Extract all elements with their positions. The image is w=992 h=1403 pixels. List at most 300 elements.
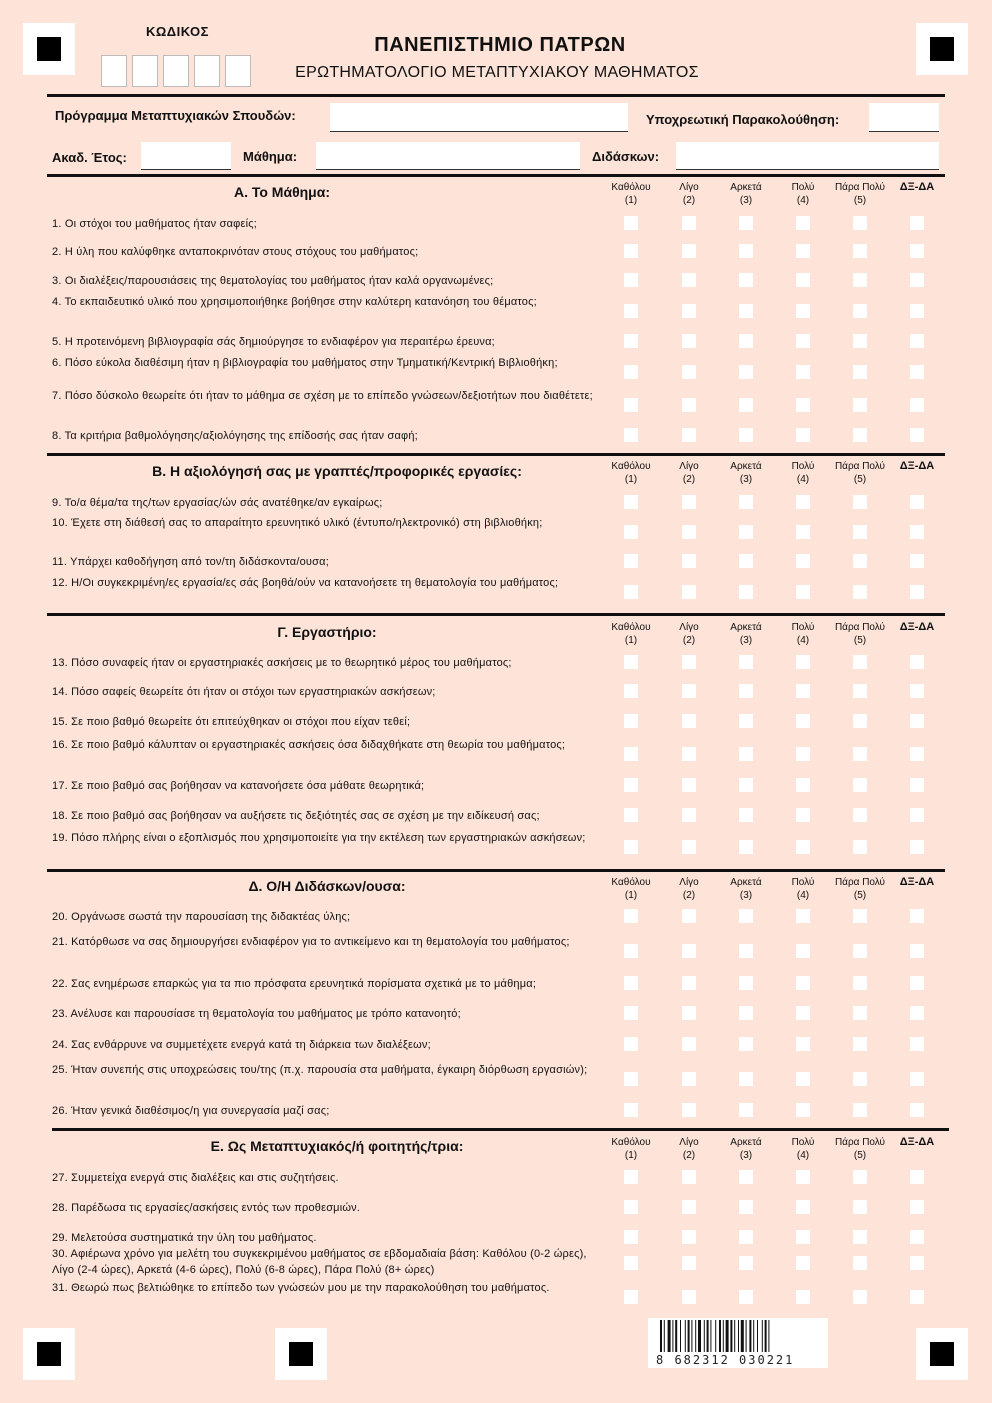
- barcode-bar: [710, 1320, 711, 1352]
- rating-checkbox[interactable]: [682, 1200, 696, 1214]
- scale-header: [832, 460, 888, 486]
- rating-checkbox[interactable]: [796, 1230, 810, 1244]
- program-input[interactable]: [330, 103, 628, 132]
- scale-label: Καθόλου: [611, 461, 651, 472]
- rating-checkbox[interactable]: [682, 216, 696, 230]
- scale-header: [661, 460, 717, 486]
- rating-checkbox[interactable]: [853, 585, 867, 599]
- rating-checkbox[interactable]: [624, 273, 638, 287]
- scale-label: Αρκετά: [730, 877, 762, 888]
- scale-header: [603, 460, 659, 486]
- rating-checkbox[interactable]: [682, 714, 696, 728]
- scale-label: Καθόλου: [611, 877, 651, 888]
- scale-number: (2): [682, 890, 696, 901]
- rating-checkbox[interactable]: [910, 1103, 924, 1117]
- section-divider: [47, 174, 945, 177]
- rating-checkbox[interactable]: [853, 216, 867, 230]
- scale-number: (4): [796, 474, 810, 485]
- header-divider: [47, 94, 945, 97]
- code-digit-box[interactable]: [101, 55, 127, 87]
- scale-label: Λίγο: [679, 622, 699, 633]
- rating-checkbox[interactable]: [624, 244, 638, 258]
- rating-checkbox[interactable]: [910, 808, 924, 822]
- scale-number: (2): [682, 195, 696, 206]
- question-text: 31. Θεωρώ πως βελτιώθηκε το επίπεδο των γνώσεών μου με την παρακολούθηση του μαθήματος.: [52, 1282, 550, 1294]
- rating-checkbox[interactable]: [796, 1072, 810, 1086]
- code-digit-box[interactable]: [163, 55, 189, 87]
- rating-checkbox[interactable]: [682, 304, 696, 318]
- rating-checkbox[interactable]: [739, 1200, 753, 1214]
- rating-checkbox[interactable]: [853, 1290, 867, 1304]
- rating-checkbox[interactable]: [910, 684, 924, 698]
- rating-checkbox[interactable]: [796, 808, 810, 822]
- rating-checkbox[interactable]: [910, 1170, 924, 1184]
- rating-checkbox[interactable]: [682, 909, 696, 923]
- rating-checkbox[interactable]: [739, 778, 753, 792]
- rating-checkbox[interactable]: [796, 976, 810, 990]
- rating-checkbox[interactable]: [739, 944, 753, 958]
- rating-checkbox[interactable]: [624, 976, 638, 990]
- scale-number: (1): [624, 1150, 638, 1161]
- rating-checkbox[interactable]: [910, 216, 924, 230]
- rating-checkbox[interactable]: [682, 747, 696, 761]
- registration-mark-bottom-center: [275, 1328, 327, 1380]
- rating-checkbox[interactable]: [853, 244, 867, 258]
- barcode-bar: [768, 1320, 769, 1352]
- rating-checkbox[interactable]: [910, 334, 924, 348]
- rating-checkbox[interactable]: [853, 525, 867, 539]
- rating-checkbox[interactable]: [853, 684, 867, 698]
- rating-checkbox[interactable]: [910, 1200, 924, 1214]
- course-label: Μάθημα:: [243, 149, 298, 164]
- rating-checkbox[interactable]: [910, 944, 924, 958]
- rating-checkbox[interactable]: [853, 1200, 867, 1214]
- rating-checkbox[interactable]: [624, 585, 638, 599]
- rating-checkbox[interactable]: [682, 684, 696, 698]
- scale-label: Καθόλου: [611, 622, 651, 633]
- scale-header: [718, 460, 774, 486]
- barcode-bar: [691, 1320, 692, 1352]
- scale-header: [832, 621, 888, 647]
- scale-label: Πάρα Πολύ: [834, 622, 886, 633]
- rating-checkbox[interactable]: [796, 398, 810, 412]
- rating-checkbox[interactable]: [682, 585, 696, 599]
- rating-checkbox[interactable]: [853, 398, 867, 412]
- rating-checkbox[interactable]: [624, 216, 638, 230]
- rating-checkbox[interactable]: [624, 747, 638, 761]
- rating-checkbox[interactable]: [624, 778, 638, 792]
- rating-checkbox[interactable]: [682, 1256, 696, 1270]
- rating-checkbox[interactable]: [739, 428, 753, 442]
- rating-checkbox[interactable]: [739, 1256, 753, 1270]
- form-title: ΕΡΩΤΗΜΑΤΟΛΟΓΙΟ ΜΕΤΑΠΤΥΧΙΑΚΟΥ ΜΑΘΗΜΑΤΟΣ: [295, 64, 699, 81]
- rating-checkbox[interactable]: [796, 778, 810, 792]
- rating-checkbox[interactable]: [853, 1256, 867, 1270]
- rating-checkbox[interactable]: [682, 525, 696, 539]
- rating-checkbox[interactable]: [910, 244, 924, 258]
- rating-checkbox[interactable]: [624, 428, 638, 442]
- scale-header: [661, 876, 717, 902]
- scale-label: Πολύ: [791, 1137, 815, 1148]
- rating-checkbox[interactable]: [739, 655, 753, 669]
- rating-checkbox[interactable]: [624, 655, 638, 669]
- rating-checkbox[interactable]: [624, 525, 638, 539]
- rating-checkbox[interactable]: [682, 840, 696, 854]
- barcode-bar: [762, 1320, 763, 1352]
- scale-label: ΔΞ-ΔΑ: [899, 876, 935, 888]
- rating-checkbox[interactable]: [624, 944, 638, 958]
- rating-checkbox[interactable]: [796, 585, 810, 599]
- rating-checkbox[interactable]: [910, 365, 924, 379]
- scale-header: [775, 1136, 831, 1162]
- barcode-bar: [707, 1320, 709, 1352]
- rating-checkbox[interactable]: [739, 1006, 753, 1020]
- rating-checkbox[interactable]: [853, 554, 867, 568]
- rating-checkbox[interactable]: [739, 1072, 753, 1086]
- rating-checkbox[interactable]: [910, 554, 924, 568]
- scale-header: [889, 621, 945, 634]
- scale-number: (4): [796, 635, 810, 646]
- rating-checkbox[interactable]: [853, 909, 867, 923]
- rating-checkbox[interactable]: [796, 909, 810, 923]
- scale-header: [832, 876, 888, 902]
- rating-checkbox[interactable]: [682, 778, 696, 792]
- rating-checkbox[interactable]: [624, 1256, 638, 1270]
- rating-checkbox[interactable]: [796, 747, 810, 761]
- question-text: 30. Αφιέρωνα χρόνο για μελέτη του συγκεκριμένου μαθήματος σε εβδομαδιαία βάση: Καθόλου (0-2 ώρες), Λίγο (2-4 ώρες), Αρκετά (4-6 ώρες), Πολύ (6-8 ώρες), Πάρα Πολύ (8+ ώρες): [52, 1248, 587, 1276]
- barcode-bar: [668, 1320, 671, 1352]
- scale-header: [603, 1136, 659, 1162]
- rating-checkbox[interactable]: [624, 1072, 638, 1086]
- rating-checkbox[interactable]: [910, 778, 924, 792]
- scale-number: (5): [853, 1150, 867, 1161]
- registration-mark-bottom-left: [23, 1328, 75, 1380]
- scale-header: [718, 181, 774, 207]
- rating-checkbox[interactable]: [624, 1037, 638, 1051]
- rating-checkbox[interactable]: [910, 525, 924, 539]
- rating-checkbox[interactable]: [796, 1006, 810, 1020]
- rating-checkbox[interactable]: [624, 1290, 638, 1304]
- rating-checkbox[interactable]: [739, 976, 753, 990]
- rating-checkbox[interactable]: [739, 525, 753, 539]
- barcode-bar: [723, 1320, 724, 1352]
- scale-number: (2): [682, 1150, 696, 1161]
- rating-checkbox[interactable]: [682, 976, 696, 990]
- rating-checkbox[interactable]: [739, 334, 753, 348]
- year-input[interactable]: [141, 142, 231, 170]
- code-digit-box[interactable]: [225, 55, 251, 87]
- rating-checkbox[interactable]: [739, 244, 753, 258]
- rating-checkbox[interactable]: [796, 1103, 810, 1117]
- rating-checkbox[interactable]: [682, 428, 696, 442]
- rating-checkbox[interactable]: [853, 778, 867, 792]
- rating-checkbox[interactable]: [624, 1170, 638, 1184]
- rating-checkbox[interactable]: [910, 428, 924, 442]
- rating-checkbox[interactable]: [910, 1006, 924, 1020]
- rating-checkbox[interactable]: [796, 714, 810, 728]
- scale-number: (3): [739, 635, 753, 646]
- rating-checkbox[interactable]: [853, 808, 867, 822]
- scale-header: [775, 181, 831, 207]
- rating-checkbox[interactable]: [910, 495, 924, 509]
- rating-checkbox[interactable]: [682, 1290, 696, 1304]
- barcode-bar: [741, 1320, 744, 1352]
- scale-label: Πολύ: [791, 182, 815, 193]
- rating-checkbox[interactable]: [624, 365, 638, 379]
- rating-checkbox[interactable]: [682, 244, 696, 258]
- barcode-bar: [675, 1320, 677, 1352]
- barcode-number: 8 682312 030221: [656, 1353, 795, 1367]
- scale-label: Πολύ: [791, 877, 815, 888]
- rating-checkbox[interactable]: [682, 1170, 696, 1184]
- rating-checkbox[interactable]: [682, 944, 696, 958]
- section-divider: [47, 453, 945, 456]
- scale-number: (3): [739, 195, 753, 206]
- question-text: 15. Σε ποιο βαθμό θεωρείτε ότι επιτεύχθηκαν οι στόχοι που είχαν τεθεί;: [52, 716, 411, 728]
- rating-checkbox[interactable]: [739, 216, 753, 230]
- rating-checkbox[interactable]: [682, 808, 696, 822]
- rating-checkbox[interactable]: [910, 840, 924, 854]
- scale-label: Καθόλου: [611, 1137, 651, 1148]
- year-label: Ακαδ. Έτος:: [52, 150, 127, 165]
- rating-checkbox[interactable]: [853, 428, 867, 442]
- rating-checkbox[interactable]: [624, 714, 638, 728]
- rating-checkbox[interactable]: [853, 304, 867, 318]
- rating-checkbox[interactable]: [853, 334, 867, 348]
- rating-checkbox[interactable]: [682, 365, 696, 379]
- rating-checkbox[interactable]: [796, 1170, 810, 1184]
- scale-header: [661, 621, 717, 647]
- rating-checkbox[interactable]: [910, 273, 924, 287]
- rating-checkbox[interactable]: [853, 365, 867, 379]
- code-label: ΚΩΔΙΚΟΣ: [146, 24, 209, 39]
- barcode-bar: [765, 1320, 767, 1352]
- rating-checkbox[interactable]: [796, 525, 810, 539]
- scale-label: Λίγο: [679, 1137, 699, 1148]
- rating-checkbox[interactable]: [910, 909, 924, 923]
- rating-checkbox[interactable]: [796, 304, 810, 318]
- rating-checkbox[interactable]: [910, 398, 924, 412]
- scale-label: Πάρα Πολύ: [834, 461, 886, 472]
- section-title: Α. Το Μάθημα:: [233, 184, 331, 200]
- scale-header: [775, 876, 831, 902]
- rating-checkbox[interactable]: [624, 334, 638, 348]
- rating-checkbox[interactable]: [796, 495, 810, 509]
- rating-checkbox[interactable]: [739, 585, 753, 599]
- rating-checkbox[interactable]: [739, 304, 753, 318]
- rating-checkbox[interactable]: [910, 655, 924, 669]
- rating-checkbox[interactable]: [624, 1006, 638, 1020]
- rating-checkbox[interactable]: [739, 1170, 753, 1184]
- scale-number: (2): [682, 474, 696, 485]
- rating-checkbox[interactable]: [796, 1037, 810, 1051]
- question-text: 23. Ανέλυσε και παρουσίασε τη θεματολογία του μαθήματος με τρόπο κατανοητό;: [52, 1008, 461, 1020]
- barcode-bar: [726, 1320, 729, 1352]
- rating-checkbox[interactable]: [739, 909, 753, 923]
- rating-checkbox[interactable]: [853, 840, 867, 854]
- rating-checkbox[interactable]: [910, 1290, 924, 1304]
- barcode-bar: [749, 1320, 751, 1352]
- rating-checkbox[interactable]: [853, 1072, 867, 1086]
- rating-checkbox[interactable]: [910, 714, 924, 728]
- rating-checkbox[interactable]: [796, 1290, 810, 1304]
- rating-checkbox[interactable]: [682, 655, 696, 669]
- rating-checkbox[interactable]: [624, 398, 638, 412]
- rating-checkbox[interactable]: [853, 714, 867, 728]
- scale-header: [603, 621, 659, 647]
- scale-header: [832, 181, 888, 207]
- rating-checkbox[interactable]: [796, 244, 810, 258]
- scale-label: Πάρα Πολύ: [834, 182, 886, 193]
- rating-checkbox[interactable]: [739, 1103, 753, 1117]
- rating-checkbox[interactable]: [624, 1230, 638, 1244]
- registration-mark-bottom-right: [916, 1328, 968, 1380]
- rating-checkbox[interactable]: [682, 1006, 696, 1020]
- rating-checkbox[interactable]: [624, 840, 638, 854]
- barcode: [648, 1318, 828, 1368]
- rating-checkbox[interactable]: [682, 1072, 696, 1086]
- rating-checkbox[interactable]: [796, 944, 810, 958]
- rating-checkbox[interactable]: [624, 909, 638, 923]
- rating-checkbox[interactable]: [796, 365, 810, 379]
- rating-checkbox[interactable]: [853, 1230, 867, 1244]
- question-text: 4. Το εκπαιδευτικό υλικό που χρησιμοποιήθηκε βοήθησε στην καλύτερη κατανόηση του θέματος;: [52, 296, 537, 308]
- rating-checkbox[interactable]: [682, 334, 696, 348]
- question-text: 10. Έχετε στη διάθεσή σας το απαραίτητο ερευνητικό υλικό (έντυπο/ηλεκτρονικό) στη βιβλιοθήκη;: [52, 517, 543, 529]
- rating-checkbox[interactable]: [910, 1230, 924, 1244]
- scale-header: [775, 460, 831, 486]
- question-text: 9. Το/α θέμα/τα της/των εργασίας/ών σάς ανατέθηκε/αν εγκαίρως;: [52, 497, 383, 509]
- rating-checkbox[interactable]: [853, 747, 867, 761]
- rating-checkbox[interactable]: [739, 714, 753, 728]
- rating-checkbox[interactable]: [796, 1256, 810, 1270]
- scale-number: (1): [624, 474, 638, 485]
- course-input[interactable]: [316, 142, 580, 170]
- scale-label: Λίγο: [679, 182, 699, 193]
- rating-checkbox[interactable]: [910, 976, 924, 990]
- question-text: 27. Συμμετείχα ενεργά στις διαλέξεις και στις συζητήσεις.: [52, 1172, 339, 1184]
- rating-checkbox[interactable]: [910, 1072, 924, 1086]
- rating-checkbox[interactable]: [853, 1103, 867, 1117]
- rating-checkbox[interactable]: [796, 684, 810, 698]
- rating-checkbox[interactable]: [682, 1037, 696, 1051]
- rating-checkbox[interactable]: [682, 273, 696, 287]
- scale-number: (2): [682, 635, 696, 646]
- rating-checkbox[interactable]: [624, 495, 638, 509]
- rating-checkbox[interactable]: [910, 304, 924, 318]
- rating-checkbox[interactable]: [739, 684, 753, 698]
- question-text: 7. Πόσο δύσκολο θεωρείτε ότι ήταν το μάθημα σε σχέση με το επίπεδο γνώσεων/δεξιοτήτων που διαθέτετε;: [52, 390, 593, 402]
- rating-checkbox[interactable]: [682, 495, 696, 509]
- rating-checkbox[interactable]: [853, 944, 867, 958]
- rating-checkbox[interactable]: [624, 684, 638, 698]
- rating-checkbox[interactable]: [796, 655, 810, 669]
- rating-checkbox[interactable]: [796, 840, 810, 854]
- question-text: 3. Οι διαλέξεις/παρουσιάσεις της θεματολογίας του μαθήματος ήταν καλά οργανωμένες;: [52, 275, 494, 287]
- barcode-bar: [719, 1320, 721, 1352]
- rating-checkbox[interactable]: [853, 1006, 867, 1020]
- rating-checkbox[interactable]: [739, 365, 753, 379]
- scale-label: Αρκετά: [730, 1137, 762, 1148]
- section-title: Ε. Ως Μεταπτυχιακός/ή φοιτητής/τρια:: [210, 1138, 464, 1154]
- question-text: 18. Σε ποιο βαθμό σας βοήθησαν να αυξήσετε τις δεξιότητές σας σε σχέση με την ειδίκευσή σας;: [52, 810, 540, 822]
- university-title: ΠΑΝΕΠΙΣΤΗΜΙΟ ΠΑΤΡΩΝ: [374, 34, 626, 56]
- rating-checkbox[interactable]: [682, 398, 696, 412]
- rating-checkbox[interactable]: [853, 273, 867, 287]
- rating-checkbox[interactable]: [796, 1200, 810, 1214]
- rating-checkbox[interactable]: [739, 1290, 753, 1304]
- rating-checkbox[interactable]: [796, 554, 810, 568]
- barcode-bar: [734, 1320, 735, 1352]
- barcode-bar: [704, 1320, 705, 1352]
- rating-checkbox[interactable]: [682, 1230, 696, 1244]
- barcode-bar: [680, 1320, 681, 1352]
- attendance-input[interactable]: [869, 103, 939, 132]
- scale-number: (1): [624, 635, 638, 646]
- rating-checkbox[interactable]: [739, 398, 753, 412]
- section-divider: [47, 869, 945, 872]
- rating-checkbox[interactable]: [796, 334, 810, 348]
- rating-checkbox[interactable]: [624, 554, 638, 568]
- instructor-label: Διδάσκων:: [592, 149, 660, 164]
- rating-checkbox[interactable]: [624, 1103, 638, 1117]
- question-text: 16. Σε ποιο βαθμό κάλυπταν οι εργαστηριακές ασκήσεις όσα διδαχθήκατε στη θεωρία του μαθήματος;: [52, 739, 566, 751]
- rating-checkbox[interactable]: [910, 1037, 924, 1051]
- rating-checkbox[interactable]: [739, 840, 753, 854]
- scale-header: [832, 1136, 888, 1162]
- rating-checkbox[interactable]: [624, 304, 638, 318]
- rating-checkbox[interactable]: [682, 554, 696, 568]
- scale-number: (3): [739, 1150, 753, 1161]
- rating-checkbox[interactable]: [739, 273, 753, 287]
- rating-checkbox[interactable]: [853, 1037, 867, 1051]
- scale-label: Πάρα Πολύ: [834, 877, 886, 888]
- code-digit-box[interactable]: [132, 55, 158, 87]
- scale-label: Πολύ: [791, 622, 815, 633]
- scale-number: (4): [796, 195, 810, 206]
- rating-checkbox[interactable]: [739, 1230, 753, 1244]
- rating-checkbox[interactable]: [796, 216, 810, 230]
- scale-label: Λίγο: [679, 461, 699, 472]
- rating-checkbox[interactable]: [796, 428, 810, 442]
- rating-checkbox[interactable]: [796, 273, 810, 287]
- scale-header: [889, 1136, 945, 1149]
- rating-checkbox[interactable]: [910, 585, 924, 599]
- rating-checkbox[interactable]: [739, 1037, 753, 1051]
- rating-checkbox[interactable]: [853, 976, 867, 990]
- rating-checkbox[interactable]: [853, 495, 867, 509]
- rating-checkbox[interactable]: [910, 1256, 924, 1270]
- rating-checkbox[interactable]: [739, 554, 753, 568]
- rating-checkbox[interactable]: [853, 1170, 867, 1184]
- scale-number: (5): [853, 635, 867, 646]
- rating-checkbox[interactable]: [739, 808, 753, 822]
- question-text: 1. Οι στόχοι του μαθήματος ήταν σαφείς;: [52, 218, 258, 230]
- rating-checkbox[interactable]: [624, 808, 638, 822]
- barcode-bar: [685, 1320, 686, 1352]
- question-text: 26. Ήταν γενικά διαθέσιμος/η για συνεργασία μαζί σας;: [52, 1105, 330, 1117]
- barcode-bar: [746, 1320, 747, 1352]
- scale-label: ΔΞ-ΔΑ: [899, 621, 935, 633]
- rating-checkbox[interactable]: [853, 655, 867, 669]
- rating-checkbox[interactable]: [739, 747, 753, 761]
- rating-checkbox[interactable]: [624, 1200, 638, 1214]
- rating-checkbox[interactable]: [739, 495, 753, 509]
- instructor-input[interactable]: [676, 142, 939, 170]
- code-digit-box[interactable]: [194, 55, 220, 87]
- rating-checkbox[interactable]: [910, 747, 924, 761]
- rating-checkbox[interactable]: [682, 1103, 696, 1117]
